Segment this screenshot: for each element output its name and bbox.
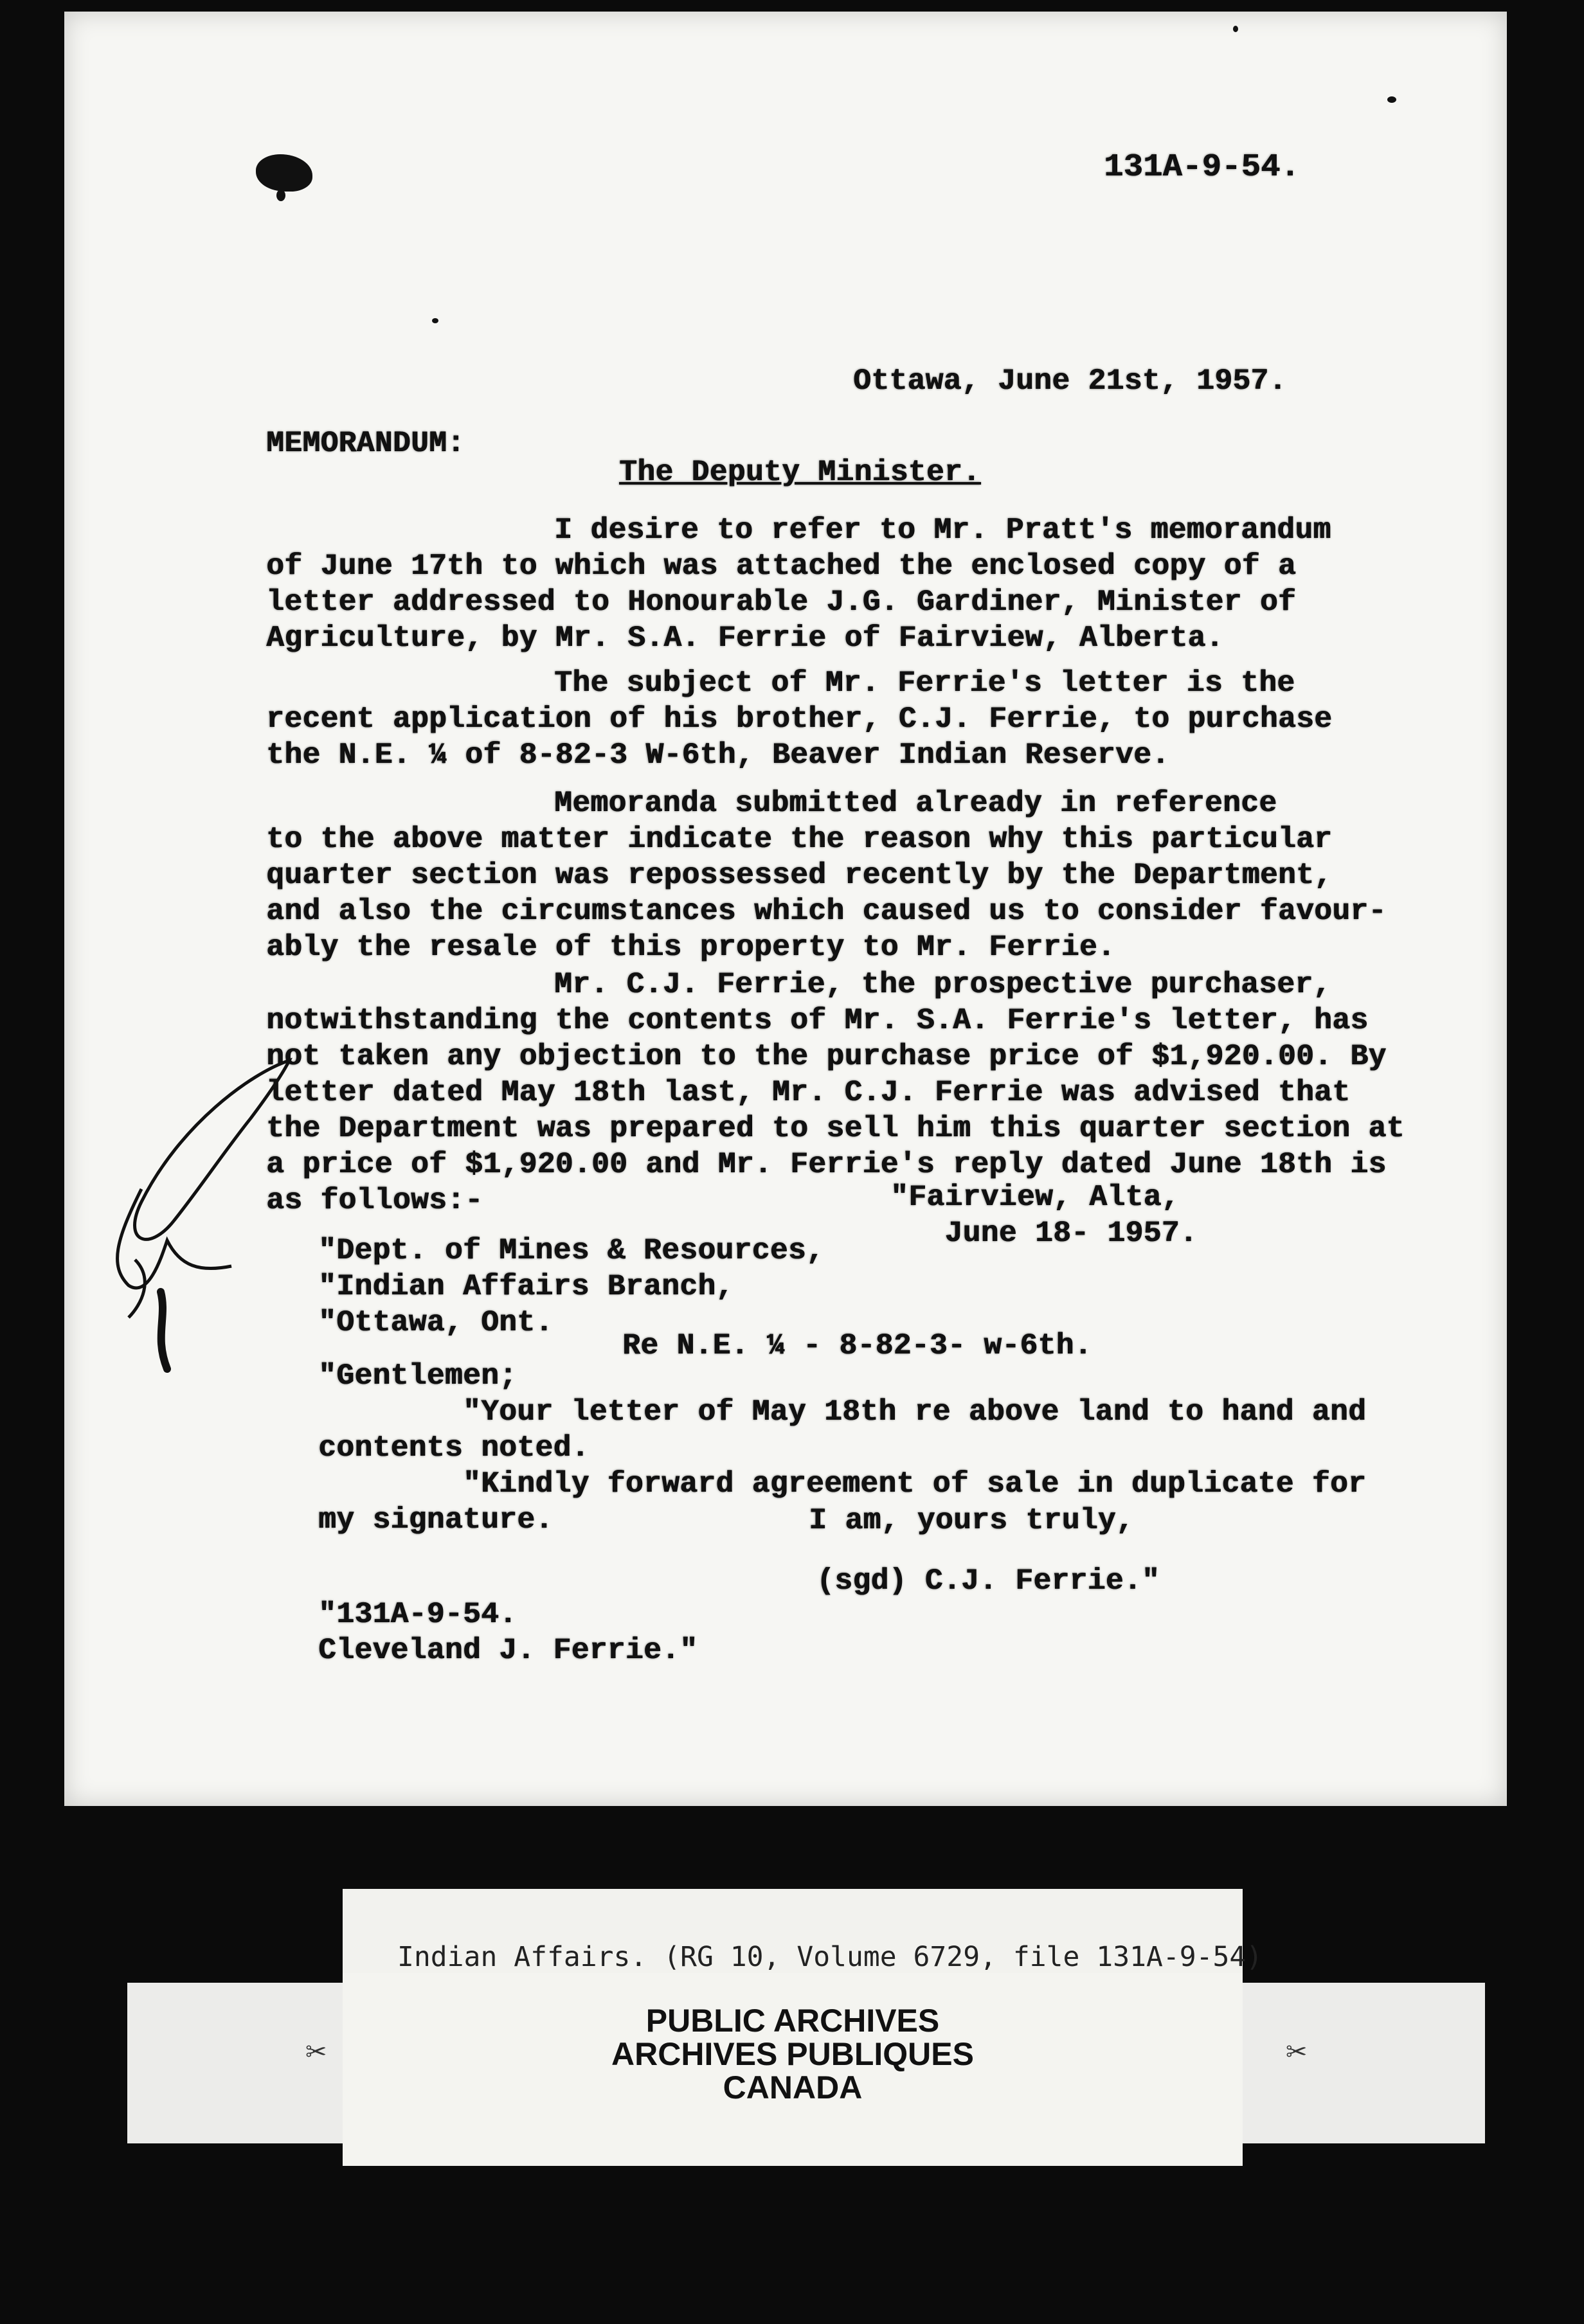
quoted-file-reference: "131A-9-54. Cleveland J. Ferrie." (318, 1598, 698, 1667)
quoted-address: "Dept. of Mines & Resources, "Indian Affairs Branch, "Ottawa, Ont. (318, 1234, 824, 1339)
stamp-line: ARCHIVES PUBLIQUES (611, 2036, 974, 2072)
archive-citation: Indian Affairs. (RG 10, Volume 6729, file 131A-9-54) (397, 1941, 1263, 1973)
handwritten-initials (103, 1048, 296, 1382)
ink-blot (276, 190, 285, 201)
quoted-closing: I am, yours truly, (809, 1504, 1134, 1537)
label-notch-left: ✂ (305, 2037, 327, 2067)
paragraph-3: Memoranda submitted already in reference to the above matter indicate the reason why this particular quarter section was repossessed recently by the Department, and also the circumstances which caused us to consider favour- ably the resale of this property to Mr. Ferrie. (266, 787, 1387, 964)
letter-date: Ottawa, June 21st, 1957. (853, 364, 1287, 398)
quoted-signature: (sgd) C.J. Ferrie." (816, 1564, 1160, 1598)
speck (1387, 96, 1396, 103)
quoted-place-date: "Fairview, Alta, June 18- 1957. (890, 1181, 1198, 1250)
label-notch-right: ✂ (1286, 2037, 1308, 2067)
memo-heading: MEMORANDUM: (266, 427, 465, 460)
speck (432, 318, 438, 323)
quoted-body: "Gentlemen; "Your letter of May 18th re above land to hand and contents noted. "Kindly forward agreement of sale in duplicate for my signature. (318, 1359, 1367, 1537)
memo-addressee: The Deputy Minister. (619, 456, 981, 489)
stamp-line: PUBLIC ARCHIVES (645, 2003, 940, 2039)
file-number: 131A-9-54. (1104, 149, 1300, 186)
paragraph-1: I desire to refer to Mr. Pratt's memorandum of June 17th to which was attached the enclosed copy of a letter addressed to Honourable J.G. Gardiner, Minister of Agriculture, by Mr. S.A. Ferrie of Fairview, Alberta. (266, 514, 1331, 655)
quoted-re-line: Re N.E. ¼ - 8-82-3- w-6th. (622, 1329, 1092, 1363)
speck (1233, 26, 1238, 32)
stamp-line: CANADA (723, 2069, 863, 2105)
paragraph-4: Mr. C.J. Ferrie, the prospective purchaser, notwithstanding the contents of Mr. S.A. Ferrie's letter, has not taken any objection to the purchase price of $1,920.00. By letter dated May 18th last, Mr. C.J. Ferrie was advised that the Department was prepared to sell him this quarter section at a price of $1,920.00 and Mr. Ferrie's reply dated June 18th is as follows:- (266, 968, 1405, 1217)
archive-stamp (343, 2004, 1243, 2104)
paragraph-2: The subject of Mr. Ferrie's letter is the recent application of his brother, C.J. Ferrie, to purchase the N.E. ¼ of 8-82-3 W-6th, Beaver Indian Reserve. (266, 666, 1333, 772)
